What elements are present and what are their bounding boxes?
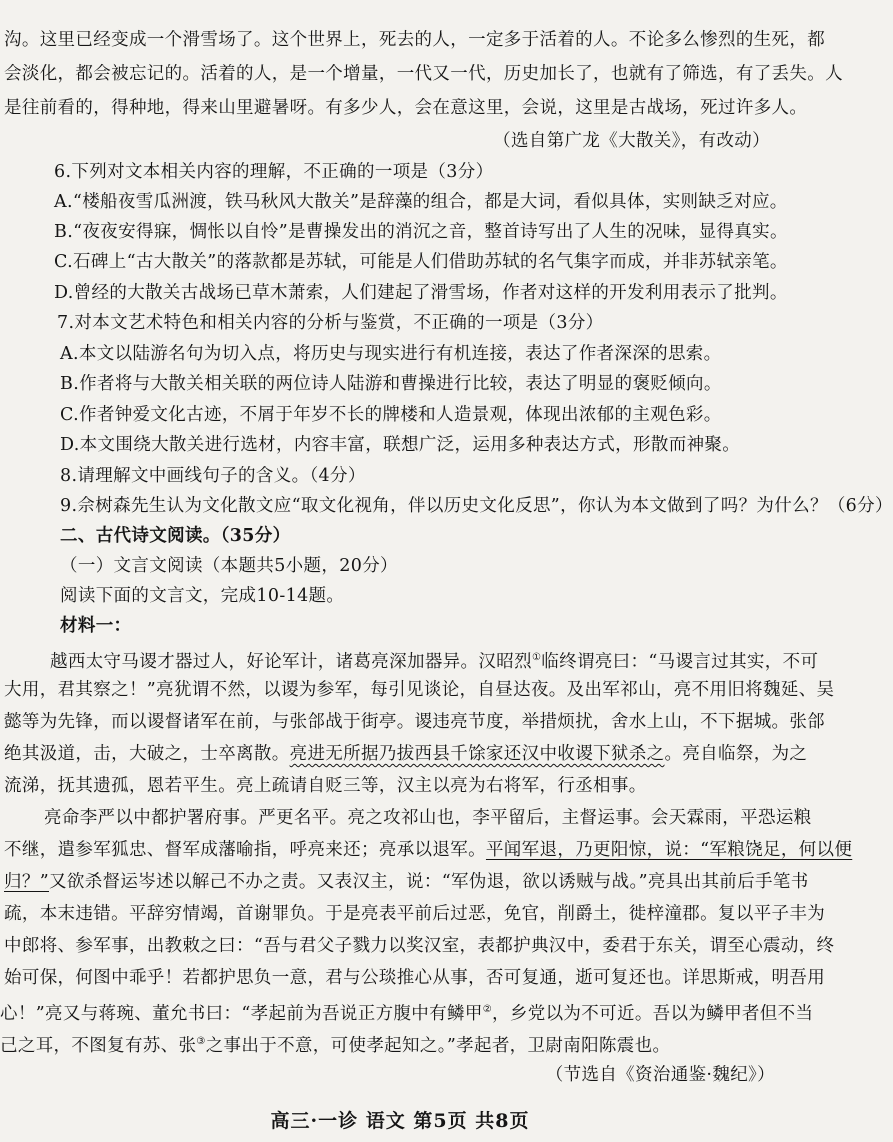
material-1-line-1-text: 越西太守马谡才器过人，好论军计，诸葛亮深加器异。汉昭烈 xyxy=(50,651,532,672)
question-6-stem: 6.下列对文本相关内容的理解，不正确的一项是（3分） xyxy=(54,162,494,182)
material-2-line-2-text: 不继，遣参军狐忠、督军成藩喻指，呼亮来还；亮承以退军。 xyxy=(4,840,486,860)
material-2-line-7-text: 心！”亮又与蒋琬、董允书曰：“孝起前为吾说正方腹中有鳞甲 xyxy=(0,1003,483,1024)
subsection-1-heading: （一）文言文阅读（本题共5小题，20分） xyxy=(60,556,398,576)
passage-line-1: 沟。这里已经变成一个滑雪场了。这个世界上，死去的人，一定多于活着的人。不论多么惨烈的生死，都 xyxy=(4,30,826,50)
underlined-sentence-part-2: 归？” xyxy=(4,872,49,892)
material-2-line-7 xyxy=(0,997,814,1024)
question-7-option-d: D.本文围绕大散关进行选材，内容丰富，联想广泛，运用多种表达方式，形散而神聚。 xyxy=(60,435,741,455)
question-6-option-d: D.曾经的大散关古战场已草木萧索，人们建起了滑雪场，作者对这样的开发利用表示了批判。 xyxy=(54,283,788,303)
question-9: 9.佘树森先生认为文化散文应“取文化视角，伴以历史文化反思”，你认为本文做到了吗？为什么？（6分） xyxy=(60,496,893,516)
underlined-sentence-part-1: 平闻军退，乃更阳惊，说：“军粮饶足，何以便 xyxy=(485,840,853,860)
material-2-line-8-text: 己之耳，不图复有苏、张 xyxy=(0,1035,197,1056)
material-2-line-3 xyxy=(4,869,809,895)
passage-source: （选自第广龙《大散关》，有改动） xyxy=(493,131,770,151)
question-6-option-c: C.石碑上“古大散关”的落款都是苏轼，可能是人们借助苏轼的名气集字而成，并非苏轼亲笔。 xyxy=(54,252,788,272)
passage-line-3: 是往前看的，得种地，得来山里避暑呀。有多少人，会在意这里，会说，这里是古战场，死过许多人。 xyxy=(4,98,808,118)
material-2-line-3-text: 又欲杀督运岑述以解己不办之责。又表汉主，说：“军伪退，欲以诱贼与战。”亮具出其前后手笔书 xyxy=(49,872,809,892)
material-1-line-4 xyxy=(4,741,808,767)
material-1-line-2: 大用，君其察之！”亮犹谓不然，以谡为参军，每引见谈论，自昼达夜。及出军祁山，亮不用旧将魏延、吴 xyxy=(4,680,835,700)
material-1-line-3: 懿等为先锋，而以谡督诸军在前，与张郃战于街亭。谡违亮节度，举措烦扰，舍水上山，不下据城。张郃 xyxy=(4,712,826,732)
question-8: 8.请理解文中画线句子的含义。（4分） xyxy=(60,466,366,486)
question-6-option-a: A.“楼船夜雪瓜洲渡，铁马秋风大散关”是辞藻的组合，都是大词，看似具体，实则缺乏对应。 xyxy=(54,192,788,212)
passage-line-2: 会淡化，都会被忘记的。活着的人，是一个增量，一代又一代，历史加长了，也就有了筛选，有了丢失。人 xyxy=(4,64,843,84)
material-2-line-5: 中郎将、参军事，出教敕之曰：“吾与君父子戮力以奖汉室，表都护典汉中，委君于东关，谓至心震动，终 xyxy=(4,936,835,956)
page-footer: 高三·一诊 语文 第5页 共8页 xyxy=(270,1110,530,1132)
material-2-line-4: 疏，本末违错。平辞穷情竭，首谢罪负。于是亮表平前后过恶，免官，削爵土，徙梓潼郡。复以平子丰为 xyxy=(4,904,826,924)
material-2-line-7-cont: ，乡党以为不可近。吾以为鳞甲者但不当 xyxy=(492,1003,814,1024)
question-7-option-c: C.作者钟爱文化古迹，不屑于年岁不长的牌楼和人造景观，体现出浓郁的主观色彩。 xyxy=(60,405,722,425)
material-2-line-8 xyxy=(0,1029,800,1055)
wavy-underlined-sentence: 亮进无所据乃拔西县千馀家还汉中收谡下狱杀之 xyxy=(289,744,665,764)
reading-instruction: 阅读下面的文言文，完成10-14题。 xyxy=(60,586,345,606)
question-6-option-b: B.“夜夜安得寐，惆怅以自怜”是曹操发出的消沉之音，整首诗写出了人生的况味，显得真实。 xyxy=(54,222,788,242)
footnote-2-marker: ② xyxy=(482,1004,493,1015)
material-source: （节选自《资治通鉴·魏纪》） xyxy=(545,1065,775,1085)
material-2-line-6: 始可保，何图中乖乎！若都护思负一意，君与公琰推心从事，否可复通，逝可复还也。详思斯戒，明吾用 xyxy=(4,968,826,988)
material-2-line-1: 亮命李严以中都护署府事。严更名平。亮之攻祁山也，李平留后，主督运事。会天霖雨，平恐运粮 xyxy=(44,808,812,828)
footnote-1-marker: ① xyxy=(531,652,542,663)
question-7-option-a: A.本文以陆游名句为切入点，将历史与现实进行有机连接，表达了作者深深的思索。 xyxy=(60,344,722,364)
material-1-line-1-cont: 临终谓亮曰：“马谡言过其实，不可 xyxy=(541,651,819,672)
material-1-line-4-text: 绝其汲道，击，大破之，士卒离散。 xyxy=(4,744,290,764)
material-1-line-1 xyxy=(50,645,850,671)
material-1-line-5: 流涕，抚其遗孤，恩若平生。亮上疏请自贬三等，汉主以亮为右将军，行丞相事。 xyxy=(4,776,647,796)
section-2-heading: 二、古代诗文阅读。（35分） xyxy=(60,526,291,546)
material-2-line-2 xyxy=(4,837,853,863)
question-7-stem: 7.对本文艺术特色和相关内容的分析与鉴赏，不正确的一项是（3分） xyxy=(57,313,604,333)
material-1-line-4-end: 。亮自临祭，为之 xyxy=(664,744,808,764)
material-2-line-8-cont: 之事出于不意，可使孝起知之。”孝起者，卫尉南阳陈震也。 xyxy=(205,1035,671,1056)
material-1-label: 材料一： xyxy=(60,616,132,636)
footnote-3-marker: ③ xyxy=(196,1036,206,1047)
question-7-option-b: B.作者将与大散关相关联的两位诗人陆游和曹操进行比较，表达了明显的褒贬倾向。 xyxy=(60,374,722,394)
